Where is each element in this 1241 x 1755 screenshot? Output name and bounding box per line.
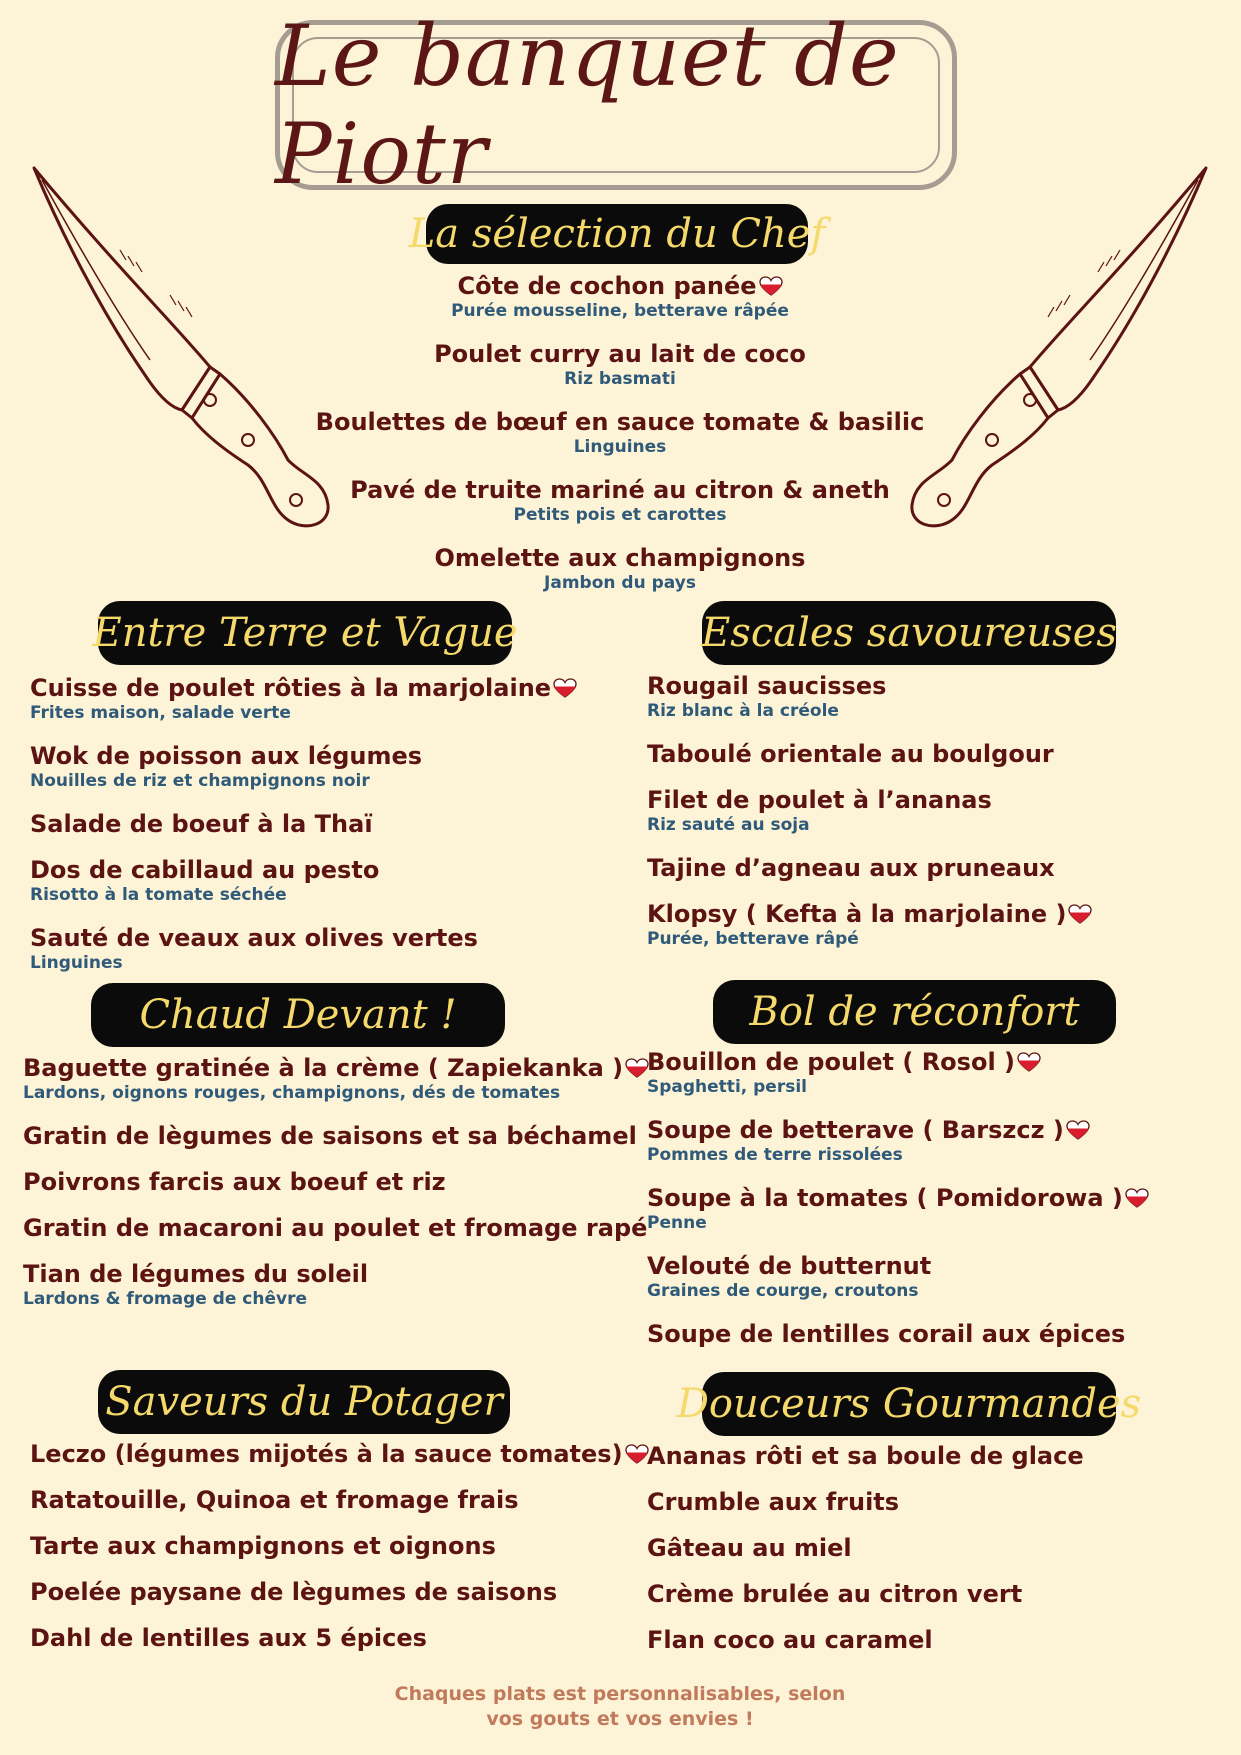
dish-name <box>647 854 1227 882</box>
dish-name-text: Leczo (légumes mijotés à la sauce tomates) <box>30 1440 623 1468</box>
dish-name <box>647 1442 1227 1470</box>
menu-item <box>23 1122 637 1150</box>
dish-name <box>300 340 940 368</box>
dish-description: Petits pois et carottes <box>513 505 727 525</box>
dish-description: Riz basmati <box>564 369 676 389</box>
dish-name-text: Dos de cabillaud au pesto <box>30 856 380 884</box>
dish-description: Frites maison, salade verte <box>30 703 291 723</box>
dish-name <box>647 786 1227 814</box>
dish-description: Risotto à la tomate séchée <box>30 885 287 905</box>
dish-name-text: Taboulé orientale au boulgour <box>647 740 1054 768</box>
dish-name <box>23 1168 613 1196</box>
dish-name <box>647 1048 1227 1076</box>
dish-description: Purée, betterave râpé <box>647 929 859 949</box>
menu-item <box>300 340 940 390</box>
dish-name <box>23 1122 637 1150</box>
menu-item <box>30 810 590 838</box>
menu-item <box>647 1580 1227 1608</box>
dish-name <box>30 674 590 702</box>
dish-name-text: Crème brulée au citron vert <box>647 1580 1023 1608</box>
section-entre-terre-et-vague <box>30 674 590 992</box>
dish-name <box>30 1578 620 1606</box>
dish-name <box>647 1116 1227 1144</box>
polish-heart-icon <box>1066 1118 1090 1138</box>
menu-item <box>23 1260 613 1310</box>
menu-item <box>647 1252 1227 1302</box>
polish-heart-icon <box>1017 1050 1041 1070</box>
dish-description: Lardons & fromage de chêvre <box>23 1289 308 1309</box>
menu-item <box>30 1486 620 1514</box>
dish-name <box>30 1532 620 1560</box>
dish-name <box>647 900 1227 928</box>
dish-name <box>300 544 940 572</box>
menu-item <box>647 854 1227 882</box>
menu-item <box>30 856 590 906</box>
heading-entre-terre-et-vague: Entre Terre et Vague <box>98 601 512 665</box>
dish-name <box>30 1440 623 1468</box>
footer-line-2: vos gouts et vos envies ! <box>486 1708 754 1730</box>
dish-name-text: Boulettes de bœuf en sauce tomate & basilic <box>315 408 925 436</box>
polish-heart-icon <box>625 1056 649 1076</box>
dish-description: Linguines <box>30 953 123 973</box>
menu-item <box>23 1168 613 1196</box>
dish-description: Linguines <box>573 437 667 457</box>
menu-item <box>647 740 1227 768</box>
menu-item <box>647 1488 1227 1516</box>
footer-line-1: Chaques plats est personnalisables, selon <box>394 1683 846 1705</box>
dish-name <box>30 924 590 952</box>
dish-name-text: Soupe de betterave ( Barszcz ) <box>647 1116 1064 1144</box>
dish-description: Purée mousseline, betterave râpée <box>451 301 789 321</box>
section-chef-selection <box>300 272 940 612</box>
dish-description: Pommes de terre rissolées <box>647 1145 903 1165</box>
dish-name <box>647 1252 1227 1280</box>
dish-name <box>30 1486 620 1514</box>
menu-item <box>300 476 940 526</box>
polish-heart-icon <box>553 676 577 696</box>
menu-item <box>30 674 590 724</box>
restaurant-title: Le banquet de Piotr <box>275 7 900 203</box>
dish-name-text: Poivrons farcis aux boeuf et riz <box>23 1168 446 1196</box>
dish-name-text: Crumble aux fruits <box>647 1488 900 1516</box>
dish-name <box>23 1054 624 1082</box>
chef-knife-right-icon <box>900 160 1220 540</box>
dish-name-text: Tian de légumes du soleil <box>23 1260 369 1288</box>
heading-chef-selection: La sélection du Chef <box>426 204 808 264</box>
dish-name <box>647 1320 1227 1348</box>
dish-name <box>300 476 940 504</box>
menu-item <box>647 786 1227 836</box>
dish-name <box>30 856 590 884</box>
dish-name <box>300 272 940 300</box>
menu-item <box>300 544 940 594</box>
dish-name-text: Gratin de lègumes de saisons et sa béchamel <box>23 1122 637 1150</box>
dish-name <box>23 1214 648 1242</box>
section-chaud-devant <box>23 1054 648 1328</box>
dish-name-text: Gâteau au miel <box>647 1534 852 1562</box>
dish-name-text: Poulet curry au lait de coco <box>434 340 806 368</box>
section-escales-savoureuses <box>647 672 1227 968</box>
dish-description: Graines de courge, croutons <box>647 1281 919 1301</box>
dish-name <box>647 672 1227 700</box>
dish-name <box>30 742 590 770</box>
footer-note <box>320 1682 920 1732</box>
dish-name-text: Soupe de lentilles corail aux épices <box>647 1320 1126 1348</box>
dish-description: Jambon du pays <box>544 573 696 593</box>
dish-name-text: Poelée paysane de lègumes de saisons <box>30 1578 558 1606</box>
dish-name <box>647 1626 1227 1654</box>
menu-item <box>30 1578 620 1606</box>
chef-knife-left-icon <box>20 160 340 540</box>
dish-name <box>300 408 940 436</box>
menu-item <box>300 272 940 322</box>
heading-saveurs-du-potager: Saveurs du Potager <box>98 1370 510 1434</box>
menu-item <box>647 900 1227 950</box>
dish-name-text: Klopsy ( Kefta à la marjolaine ) <box>647 900 1067 928</box>
menu-item <box>647 672 1227 722</box>
dish-name <box>647 1488 1227 1516</box>
heading-bol-de-reconfort: Bol de réconfort <box>713 980 1116 1044</box>
heading-escales-savoureuses: Escales savoureuses <box>702 601 1116 665</box>
menu-item <box>647 1534 1227 1562</box>
dish-name-text: Salade de boeuf à la Thaï <box>30 810 373 838</box>
dish-name <box>30 1624 620 1652</box>
dish-name-text: Ratatouille, Quinoa et fromage frais <box>30 1486 519 1514</box>
dish-description: Nouilles de riz et champignons noir <box>30 771 370 791</box>
dish-description: Lardons, oignons rouges, champignons, dés de tomates <box>23 1083 561 1103</box>
heading-chaud-devant: Chaud Devant ! <box>91 983 505 1047</box>
dish-description: Penne <box>647 1213 707 1233</box>
dish-name-text: Cuisse de poulet rôties à la marjolaine <box>30 674 552 702</box>
menu-item <box>647 1626 1227 1654</box>
dish-name <box>30 810 590 838</box>
dish-name-text: Baguette gratinée à la crème ( Zapiekanka ) <box>23 1054 624 1082</box>
menu-item <box>30 1532 620 1560</box>
section-saveurs-du-potager <box>30 1440 623 1670</box>
dish-name <box>23 1260 613 1288</box>
menu-item <box>30 742 590 792</box>
dish-name-text: Velouté de butternut <box>647 1252 932 1280</box>
dish-name-text: Tarte aux champignons et oignons <box>30 1532 496 1560</box>
dish-name <box>647 1184 1227 1212</box>
menu-item <box>30 1440 623 1468</box>
polish-heart-icon <box>625 1442 649 1462</box>
dish-name-text: Sauté de veaux aux olives vertes <box>30 924 478 952</box>
menu-item <box>647 1048 1227 1098</box>
menu-item <box>647 1320 1227 1348</box>
dish-name-text: Bouillon de poulet ( Rosol ) <box>647 1048 1015 1076</box>
dish-name <box>647 1580 1227 1608</box>
polish-heart-icon <box>759 274 783 294</box>
dish-name-text: Soupe à la tomates ( Pomidorowa ) <box>647 1184 1123 1212</box>
menu-item <box>23 1054 624 1104</box>
dish-name-text: Gratin de macaroni au poulet et fromage rapé <box>23 1214 648 1242</box>
dish-name <box>647 740 1227 768</box>
dish-name-text: Côte de cochon panée <box>457 272 757 300</box>
section-douceurs-gourmandes <box>647 1442 1227 1672</box>
polish-heart-icon <box>1068 902 1092 922</box>
dish-name-text: Wok de poisson aux légumes <box>30 742 423 770</box>
menu-item <box>23 1214 648 1242</box>
dish-name-text: Rougail saucisses <box>647 672 887 700</box>
dish-name-text: Flan coco au caramel <box>647 1626 933 1654</box>
dish-name-text: Pavé de truite mariné au citron & aneth <box>350 476 890 504</box>
menu-item <box>30 1624 620 1652</box>
dish-description: Spaghetti, persil <box>647 1077 807 1097</box>
section-bol-de-reconfort <box>647 1048 1227 1366</box>
dish-name <box>647 1534 1227 1562</box>
dish-name-text: Filet de poulet à l’ananas <box>647 786 992 814</box>
dish-name-text: Tajine d’agneau aux pruneaux <box>647 854 1055 882</box>
dish-name-text: Omelette aux champignons <box>434 544 806 572</box>
menu-item <box>647 1442 1227 1470</box>
menu-item <box>300 408 940 458</box>
dish-description: Riz sauté au soja <box>647 815 810 835</box>
menu-item <box>30 924 590 974</box>
menu-item <box>647 1116 1227 1166</box>
menu-item <box>647 1184 1227 1234</box>
heading-douceurs-gourmandes: Douceurs Gourmandes <box>702 1372 1116 1436</box>
dish-name-text: Ananas rôti et sa boule de glace <box>647 1442 1084 1470</box>
dish-name-text: Dahl de lentilles aux 5 épices <box>30 1624 427 1652</box>
polish-heart-icon <box>1125 1186 1149 1206</box>
dish-description: Riz blanc à la créole <box>647 701 839 721</box>
